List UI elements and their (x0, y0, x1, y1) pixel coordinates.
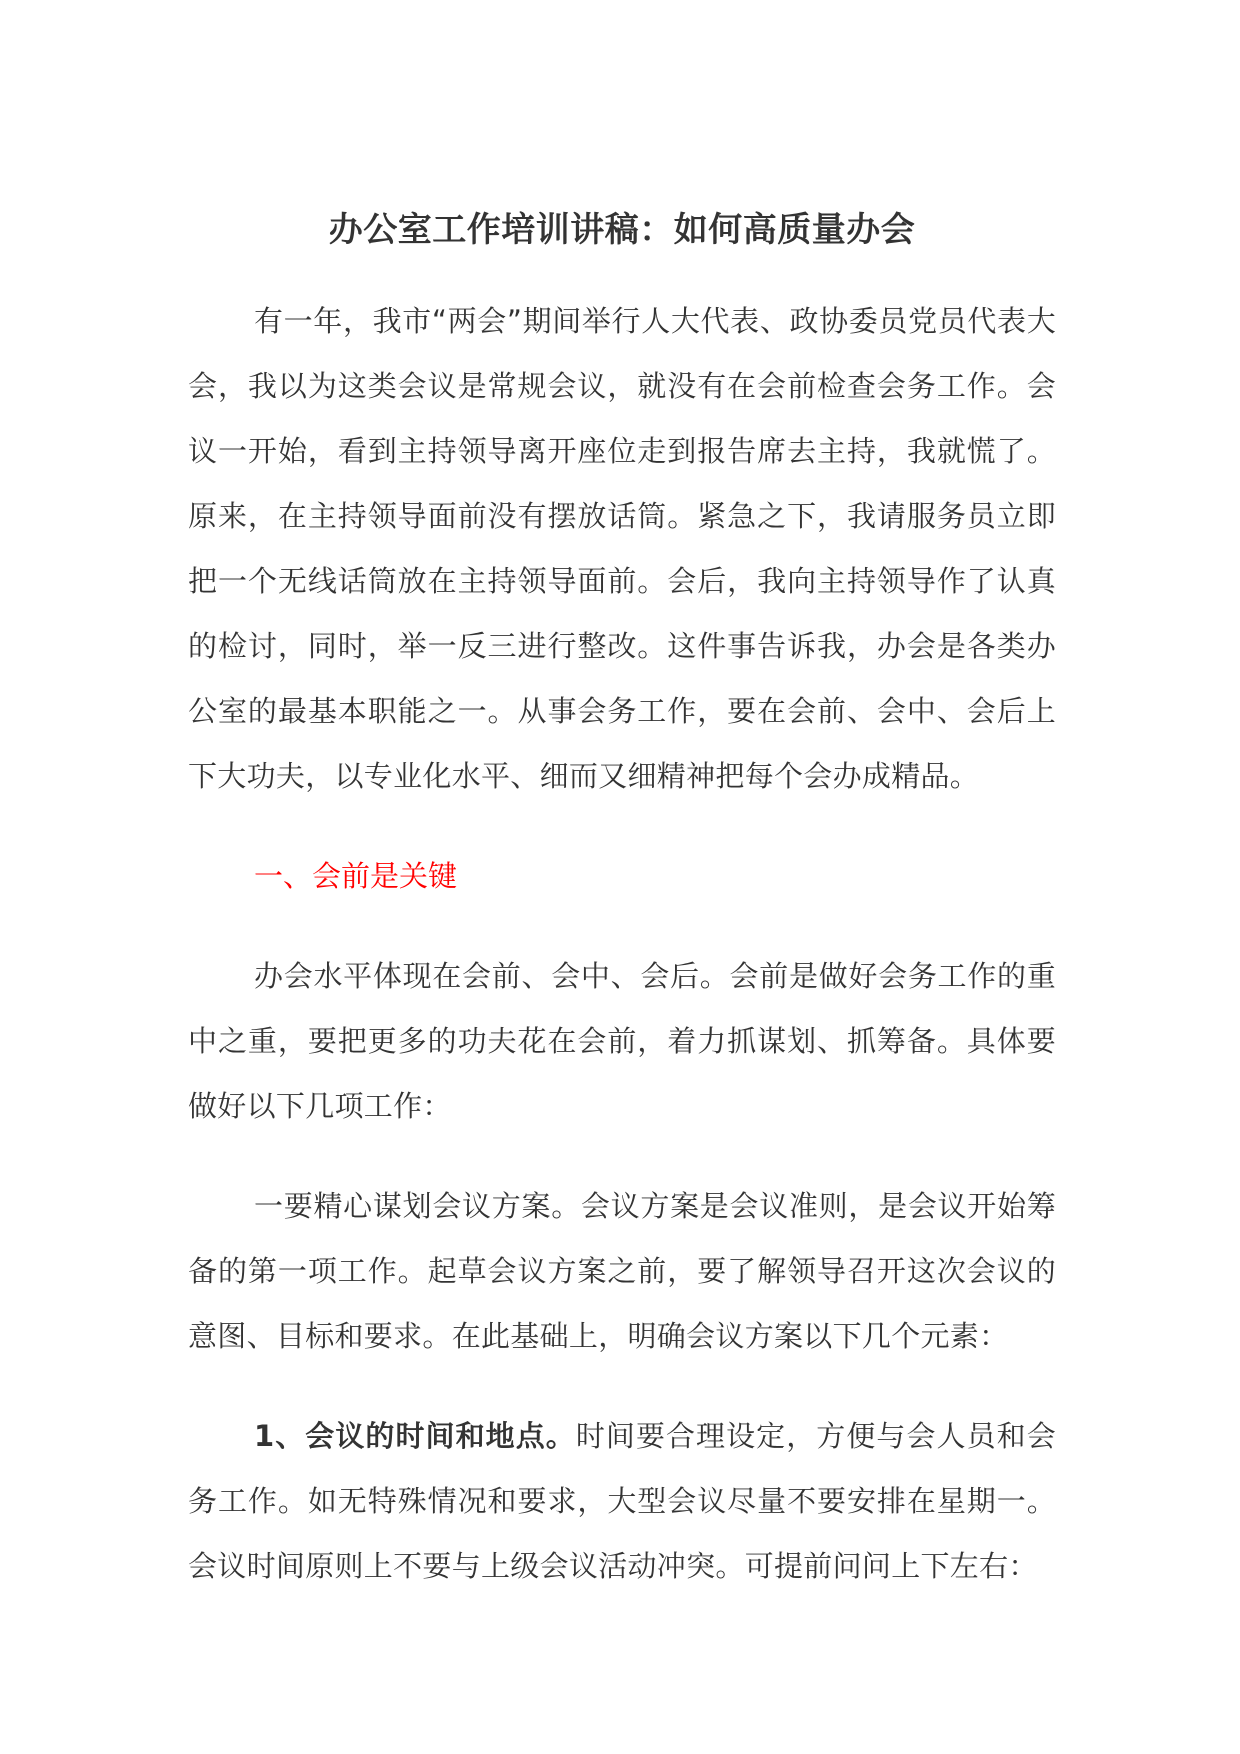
item-lead: 1、会议的时间和地点。 (254, 1419, 576, 1453)
intro-paragraph: 有一年，我市“两会”期间举行人大代表、政协委员党员代表大会，我以为这类会议是常规会议，就没有在会前检查会务工作。会议一开始，看到主持领导离开座位走到报告席去主持，我就慌了。原来，在主持领导面前没有摆放话筒。紧急之下，我请服务员立即把一个无线话筒放在主持领导面前。会后，我向主持领导作了认真的检讨，同时，举一反三进行整改。这件事告诉我，办会是各类办公室的最基本职能之一。从事会务工作，要在会前、会中、会后上下大功夫，以专业化水平、细而又细精神把每个会办成精品。 (188, 304, 1056, 793)
document-body (188, 205, 1056, 1634)
document-title: 办公室工作培训讲稿：如何高质量办会 (328, 210, 916, 250)
section-paragraph: 一要精心谋划会议方案。会议方案是会议准则，是会议开始筹备的第一项工作。起草会议方案之前，要了解领导召开这次会议的意图、目标和要求。在此基础上，明确会议方案以下几个元素： (188, 1189, 1056, 1353)
numbered-item (188, 1404, 1056, 1599)
section-paragraph: 办会水平体现在会前、会中、会后。会前是做好会务工作的重中之重，要把更多的功夫花在会前，着力抓谋划、抓筹备。具体要做好以下几项工作： (188, 959, 1056, 1123)
section-heading: 一、会前是关键 (254, 859, 458, 893)
item-text: 时间要合理设定，方便与会人员和会务工作。如无特殊情况和要求，大型会议尽量不要安排在星期一。会议时间原则上不要与上级会议活动冲突。可提前问问上下左右： (188, 1419, 1056, 1583)
